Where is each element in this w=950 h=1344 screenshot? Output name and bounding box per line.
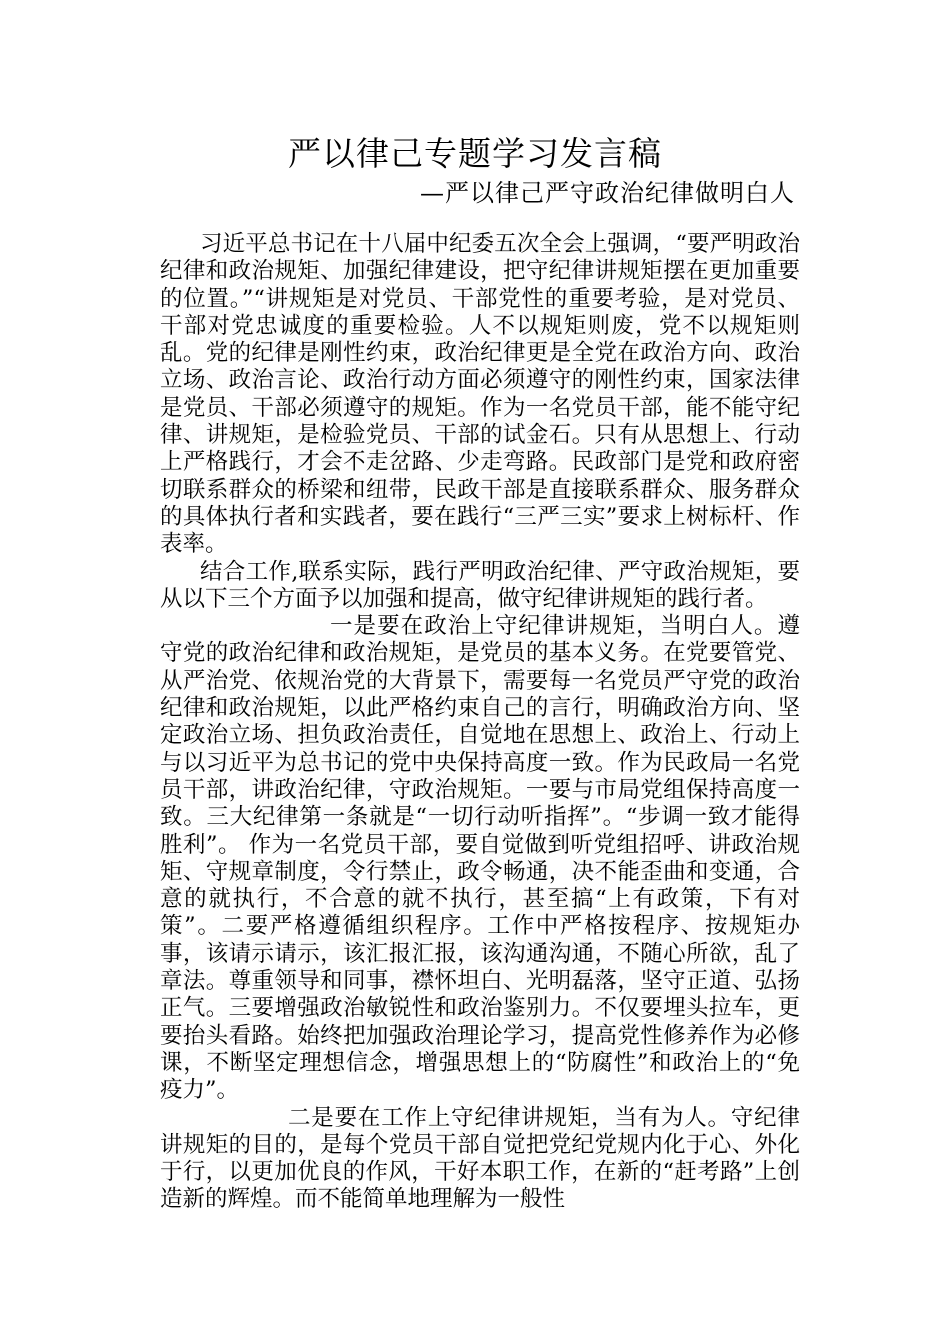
paragraph-point-one: 一是要在政治上守纪律讲规矩，当明白人。遵守党的政治纪律和政治规矩，是党员的基本义务。在党要管党、从严治党、依规治党的大背景下，需要每一名党员严守党的政治纪律和政治规矩，以此严格约束自己的言行，明确政治方向、坚定政治立场、担负政治责任，自觉地在思想上、政治上、行动上与以习近平为总书记的党中央保持高度一致。作为民政局一名党员干部，讲政治纪律，守政治规矩。一要与市局党组保持高度一致。三大纪律第一条就是“一切行动听指挥”。“步调一致才能得胜利”。 作为一名党员干部，要自觉做到听党组招呼、讲政治规矩、守规章制度，令行禁止，政令畅通，决不能歪曲和变通，合意的就执行，不合意的就不执行，甚至搞“上有政策，下有对策”。二要严格遵循组织程序。工作中严格按程序、按规矩办事，该请示请示，该汇报汇报，该沟通沟通，不随心所欲，乱了章法。尊重领导和同事，襟怀坦白、光明磊落，坚守正道、弘扬正气。三要增强政治敏锐性和政治鉴别力。不仅要埋头拉车，更要抬头看路。始终把加强政治理论学习，提高党性修养作为必修课，不断坚定理想信念，增强思想上的“防腐性”和政治上的“免疫力”。 xyxy=(160,613,800,1104)
document-title: 严以律己专题学习发言稿 xyxy=(288,134,662,173)
paragraph-intro: 习近平总书记在十八届中纪委五次全会上强调，“要严明政治纪律和政治规矩、加强纪律建设，把守纪律讲规矩摆在更加重要的位置。”“讲规矩是对党员、干部党性的重要考验，是对党员、干部对党忠诚度的重要检验。人不以规矩则废，党不以规矩则乱。党的纪律是刚性约束，政治纪律更是全党在政治方向、政治立场、政治言论、政治行动方面必须遵守的刚性约束，国家法律是党员、干部必须遵守的规矩。作为一名党员干部，能不能守纪律、讲规矩，是检验党员、干部的试金石。只有从思想上、行动上严格践行，才会不走岔路、少走弯路。民政部门是党和政府密切联系群众的桥梁和纽带，民政干部是直接联系群众、服务群众的具体执行者和实践者，要在践行“三严三实”要求上树标杆、作表率。 xyxy=(160,231,800,558)
document-subtitle: —严以律己严守政治纪律做明白人 xyxy=(420,179,795,207)
paragraph-point-two: 二是要在工作上守纪律讲规矩，当有为人。守纪律讲规矩的目的，是每个党员干部自觉把党纪党规内化于心、外化于行，以更加优良的作风，干好本职工作，在新的“赶考路”上创造新的辉煌。而不能简单地理解为一般性 xyxy=(160,1104,800,1213)
paragraph-overview: 结合工作,联系实际，践行严明政治纪律、严守政治规矩，要从以下三个方面予以加强和提高，做守纪律讲规矩的践行者。 xyxy=(160,558,800,612)
document-body xyxy=(160,231,800,1214)
